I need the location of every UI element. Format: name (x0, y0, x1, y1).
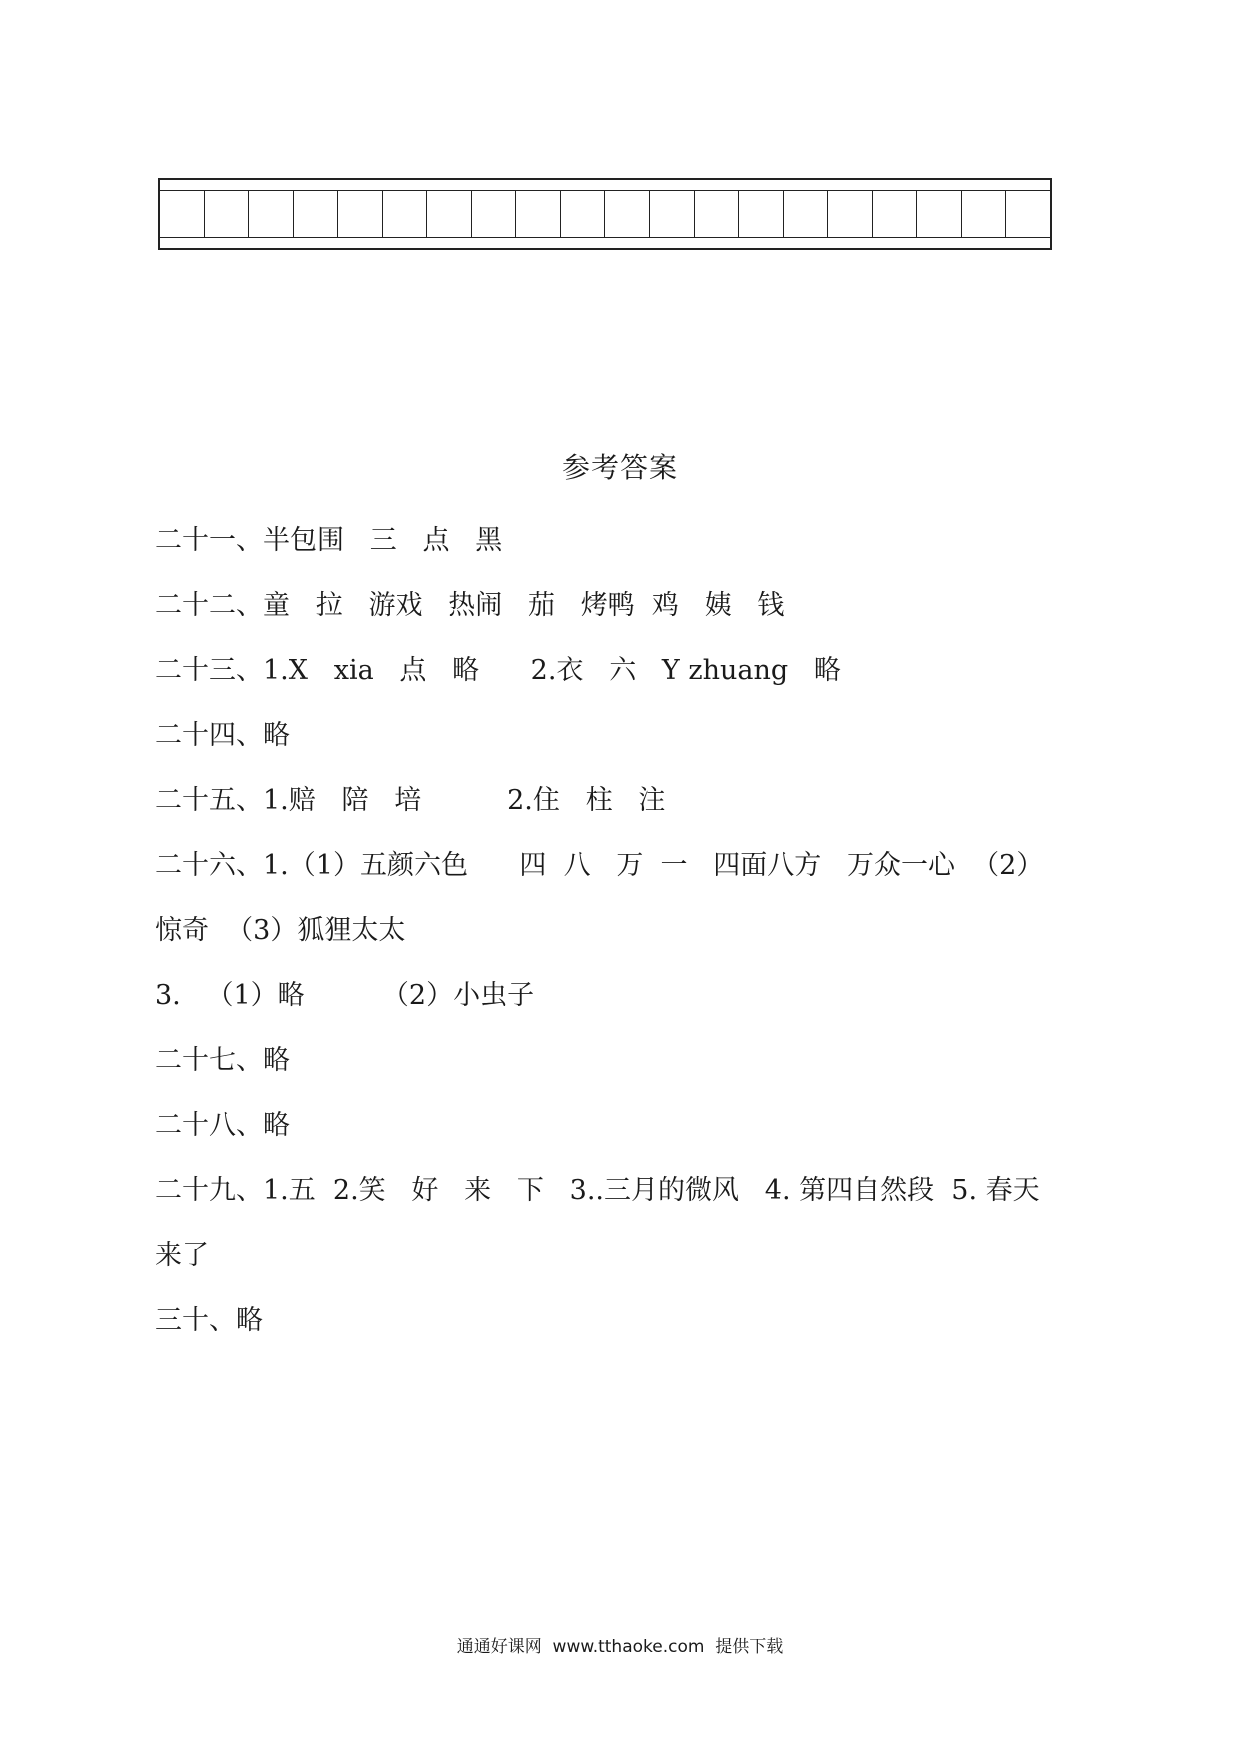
answer-line: 3. （1）略 （2）小虫子 (155, 980, 535, 1011)
grid-cell (249, 191, 294, 237)
grid-cell (1006, 191, 1050, 237)
grid-cell (205, 191, 250, 237)
grid-cell (917, 191, 962, 237)
answer-line: 二十四、略 (155, 720, 290, 751)
grid-cell (962, 191, 1007, 237)
grid-cell (516, 191, 561, 237)
grid-cell (828, 191, 873, 237)
writing-grid-cells (160, 190, 1050, 238)
grid-cell (561, 191, 606, 237)
answer-line: 三十、略 (155, 1305, 263, 1336)
answer-line: 二十九、1.五 2.笑 好 来 下 3..三月的微风 4. 第四自然段 5. 春天 (155, 1175, 1040, 1206)
grid-cell (160, 191, 205, 237)
answer-line: 惊奇 （3）狐狸太太 (155, 915, 406, 946)
grid-cell (294, 191, 339, 237)
grid-cell (383, 191, 428, 237)
grid-cell (739, 191, 784, 237)
grid-cell (695, 191, 740, 237)
grid-cell (784, 191, 829, 237)
grid-cell (338, 191, 383, 237)
grid-cell (472, 191, 517, 237)
answer-line: 二十一、半包围 三 点 黑 (155, 525, 503, 556)
answer-line: 二十五、1.赔 陪 培 2.住 柱 注 (155, 785, 666, 816)
answer-line: 二十三、1.X xia 点 略 2.衣 六 Y zhuang 略 (155, 655, 841, 686)
writing-grid (158, 178, 1052, 250)
footer-credit: 通通好课网 www.tthaoke.com 提供下载 (456, 1637, 784, 1657)
grid-cell (605, 191, 650, 237)
page-title: 参考答案 (561, 451, 678, 484)
grid-cell (873, 191, 918, 237)
answer-line: 二十七、略 (155, 1045, 290, 1076)
grid-cell (650, 191, 695, 237)
answer-line: 来了 (155, 1240, 209, 1271)
grid-cell (427, 191, 472, 237)
answer-line: 二十二、童 拉 游戏 热闹 茄 烤鸭 鸡 姨 钱 (155, 590, 785, 621)
answer-line: 二十六、1.（1）五颜六色 四 八 万 一 四面八方 万众一心 （2） (155, 850, 1044, 881)
answer-line: 二十八、略 (155, 1110, 290, 1141)
answer-list (155, 508, 1105, 1353)
